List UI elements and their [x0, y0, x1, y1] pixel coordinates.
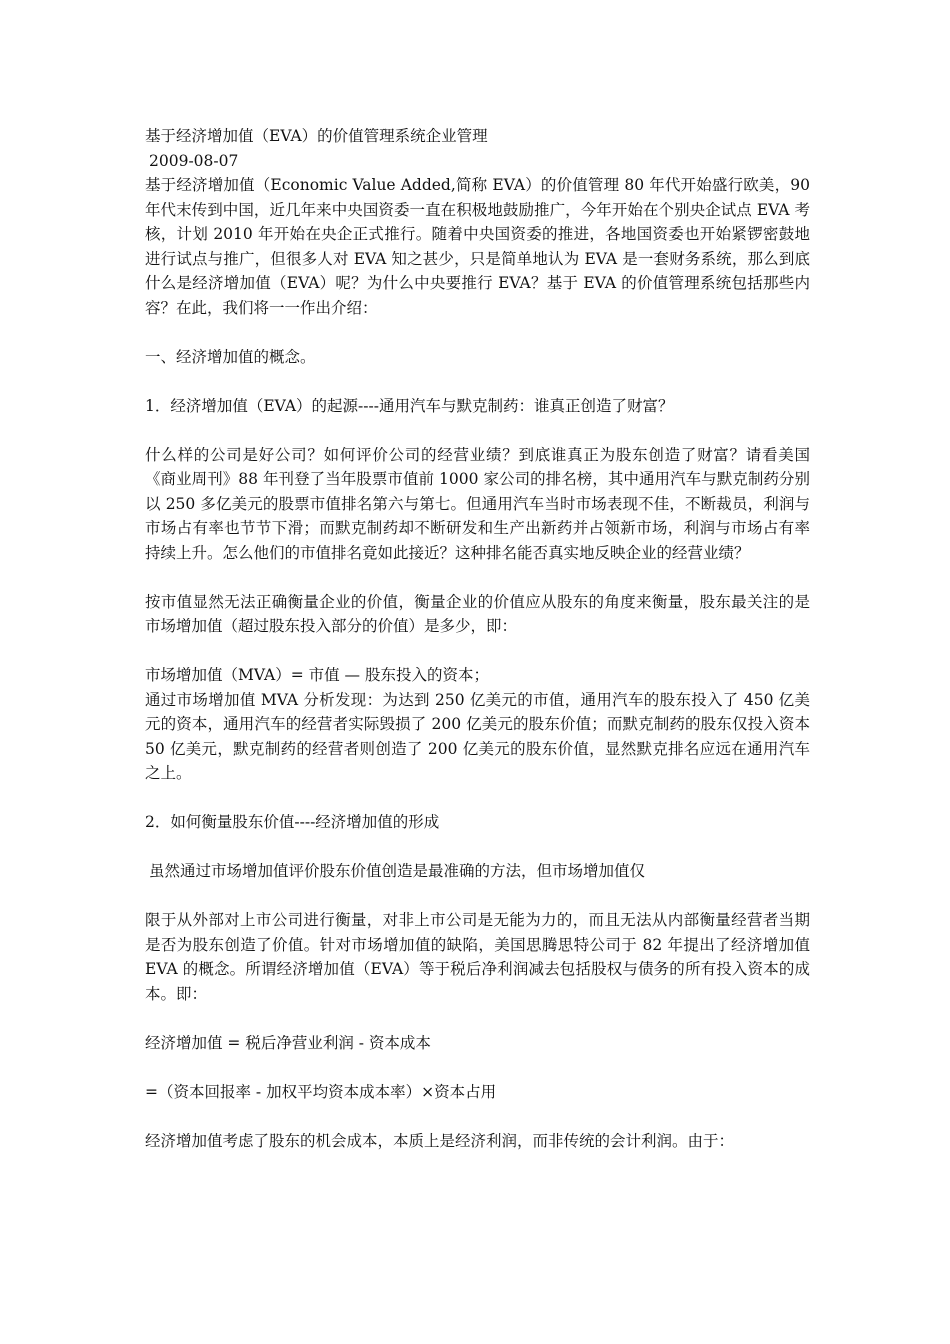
paragraph-market-value: 按市值显然无法正确衡量企业的价值，衡量企业的价值应从股东的角度来衡量，股东最关注的是市场增加值（超过股东投入部分的价值）是多少，即：	[145, 592, 810, 635]
document-body	[145, 124, 810, 1153]
document-date: 2009-08-07	[149, 151, 239, 170]
paragraph-eva-concept: 限于从外部对上市公司进行衡量，对非上市公司是无能为力的，而且无法从内部衡量经营者当期是否为股东创造了价值。针对市场增加值的缺陷，美国思腾思特公司于 82 年提出了经济增加值 EVA 的概念。所谓经济增加值（EVA）等于税后净利润减去包括股权与债务的所有投入资本的成本。即：	[145, 911, 810, 1003]
paragraph-mva-limit: 虽然通过市场增加值评价股东价值创造是最准确的方法，但市场增加值仅	[149, 862, 646, 880]
subsection-heading-2: 2．如何衡量股东价值----经济增加值的形成	[145, 813, 440, 831]
subsection-heading-1: 1．经济增加值（EVA）的起源----通用汽车与默克制药：谁真正创造了财富？	[145, 396, 674, 415]
formula-eva-expanded: =（资本回报率 - 加权平均资本成本率）×资本占用	[145, 1082, 497, 1101]
paragraph-eva-nature: 经济增加值考虑了股东的机会成本，本质上是经济利润，而非传统的会计利润。由于：	[145, 1131, 735, 1150]
formula-mva: 市场增加值（MVA）= 市值 — 股东投入的资本；	[145, 666, 489, 684]
document-title: 基于经济增加值（EVA）的价值管理系统企业管理	[145, 127, 488, 145]
paragraph-mva-analysis: 通过市场增加值 MVA 分析发现：为达到 250 亿美元的市值，通用汽车的股东投入了 450 亿美元的资本，通用汽车的经营者实际毁损了 200 亿美元的股东价值；而默克制药的股东仅投入资本 50 亿美元，默克制药的经营者则创造了 200 亿美元的股东价值，显然默克排名应远在通用汽车之上。	[145, 690, 810, 782]
formula-eva: 经济增加值 = 税后净营业利润 - 资本成本	[145, 1033, 431, 1052]
section-heading-1: 一、经济增加值的概念。	[145, 347, 316, 366]
paragraph-intro: 基于经济增加值（Economic Value Added,简称 EVA）的价值管理 80 年代开始盛行欧美，90 年代末传到中国，近几年来中央国资委一直在积极地鼓励推广，今年开始在个别央企试点 EVA 考核，计划 2010 年开始在央企正式推行。随着中央国资委的推进，各地国资委也开始紧锣密鼓地进行试点与推广，但很多人对 EVA 知之甚少，只是简单地认为 EVA 是一套财务系统，那么到底什么是经济增加值（EVA）呢？为什么中央要推行 EVA？基于 EVA 的价值管理系统包括那些内容？在此，我们将一一作出介绍：	[145, 176, 810, 317]
paragraph-good-company: 什么样的公司是好公司？如何评价公司的经营业绩？到底谁真正为股东创造了财富？请看美国《商业周刊》88 年刊登了当年股票市值前 1000 家公司的排名榜，其中通用汽车与默克制药分别以 250 多亿美元的股票市值排名第六与第七。但通用汽车当时市场表现不佳，不断裁员，利润与市场占有率也节节下滑；而默克制药却不断研发和生产出新药并占领新市场，利润与市场占有率持续上升。怎么他们的市值排名竟如此接近？这种排名能否真实地反映企业的经营业绩？	[145, 445, 810, 562]
